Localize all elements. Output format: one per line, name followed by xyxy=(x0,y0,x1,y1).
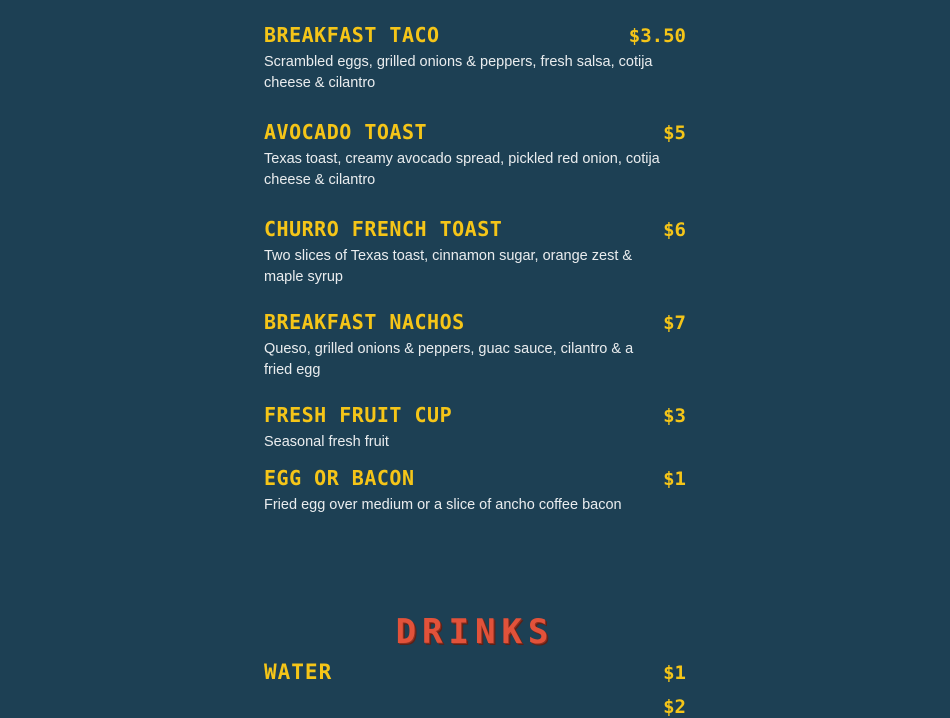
menu-item-description: Two slices of Texas toast, cinnamon sugar, orange zest & maple syrup xyxy=(264,247,633,286)
menu-item-description: Texas toast, creamy avocado spread, pickled red onion, cotija cheese & cilantro xyxy=(264,150,660,189)
menu-item-price: $5 xyxy=(663,121,686,144)
menu-item-price: $1 xyxy=(663,468,686,491)
menu-item-name: CHURRO FRENCH TOAST xyxy=(264,216,503,241)
menu-item-price: $3.50 xyxy=(628,25,686,47)
drink-item-price: $1 xyxy=(663,662,686,684)
menu-item xyxy=(264,218,686,289)
menu-item-header xyxy=(264,218,686,241)
menu-item-description: Queso, grilled onions & peppers, guac sauce, cilantro & a fried egg xyxy=(264,340,634,379)
menu-item-price: $3 xyxy=(663,404,686,427)
menu-item-header xyxy=(264,467,686,490)
menu-item-header xyxy=(264,404,686,427)
drinks-section-heading-wrap xyxy=(264,612,686,652)
menu-item xyxy=(264,121,686,192)
drink-item-name: WATER xyxy=(264,660,333,684)
drinks-menu-list xyxy=(264,660,686,718)
menu-item-header xyxy=(264,121,686,144)
menu-item-header xyxy=(264,311,686,334)
menu-item-description: Fried egg over medium or a slice of ancho coffee bacon xyxy=(264,497,622,514)
menu-item-name: BREAKFAST NACHOS xyxy=(264,309,465,334)
drink-item-price: $2 xyxy=(663,696,686,718)
menu-item-description: Seasonal fresh fruit xyxy=(264,433,389,450)
menu-item-price: $7 xyxy=(663,311,686,334)
breakfast-menu-list xyxy=(264,0,686,523)
menu-item xyxy=(264,404,686,453)
menu-item xyxy=(264,467,686,516)
menu-item xyxy=(264,0,686,95)
menu-item-price: $6 xyxy=(663,218,686,241)
menu-item xyxy=(264,311,686,382)
drink-item xyxy=(264,660,686,684)
menu-item-name: BREAKFAST TACO xyxy=(264,23,440,47)
menu-item-name: AVOCADO TOAST xyxy=(264,119,428,144)
menu-item-header xyxy=(264,24,686,47)
drinks-section-heading: DRINKS xyxy=(395,612,555,652)
menu-item-name: EGG OR BACON xyxy=(264,466,415,491)
menu-item-description: Scrambled eggs, grilled onions & peppers, fresh salsa, cotija cheese & cilantro xyxy=(264,54,653,92)
menu-item-name: FRESH FRUIT CUP xyxy=(264,402,453,427)
drink-item xyxy=(264,696,686,718)
